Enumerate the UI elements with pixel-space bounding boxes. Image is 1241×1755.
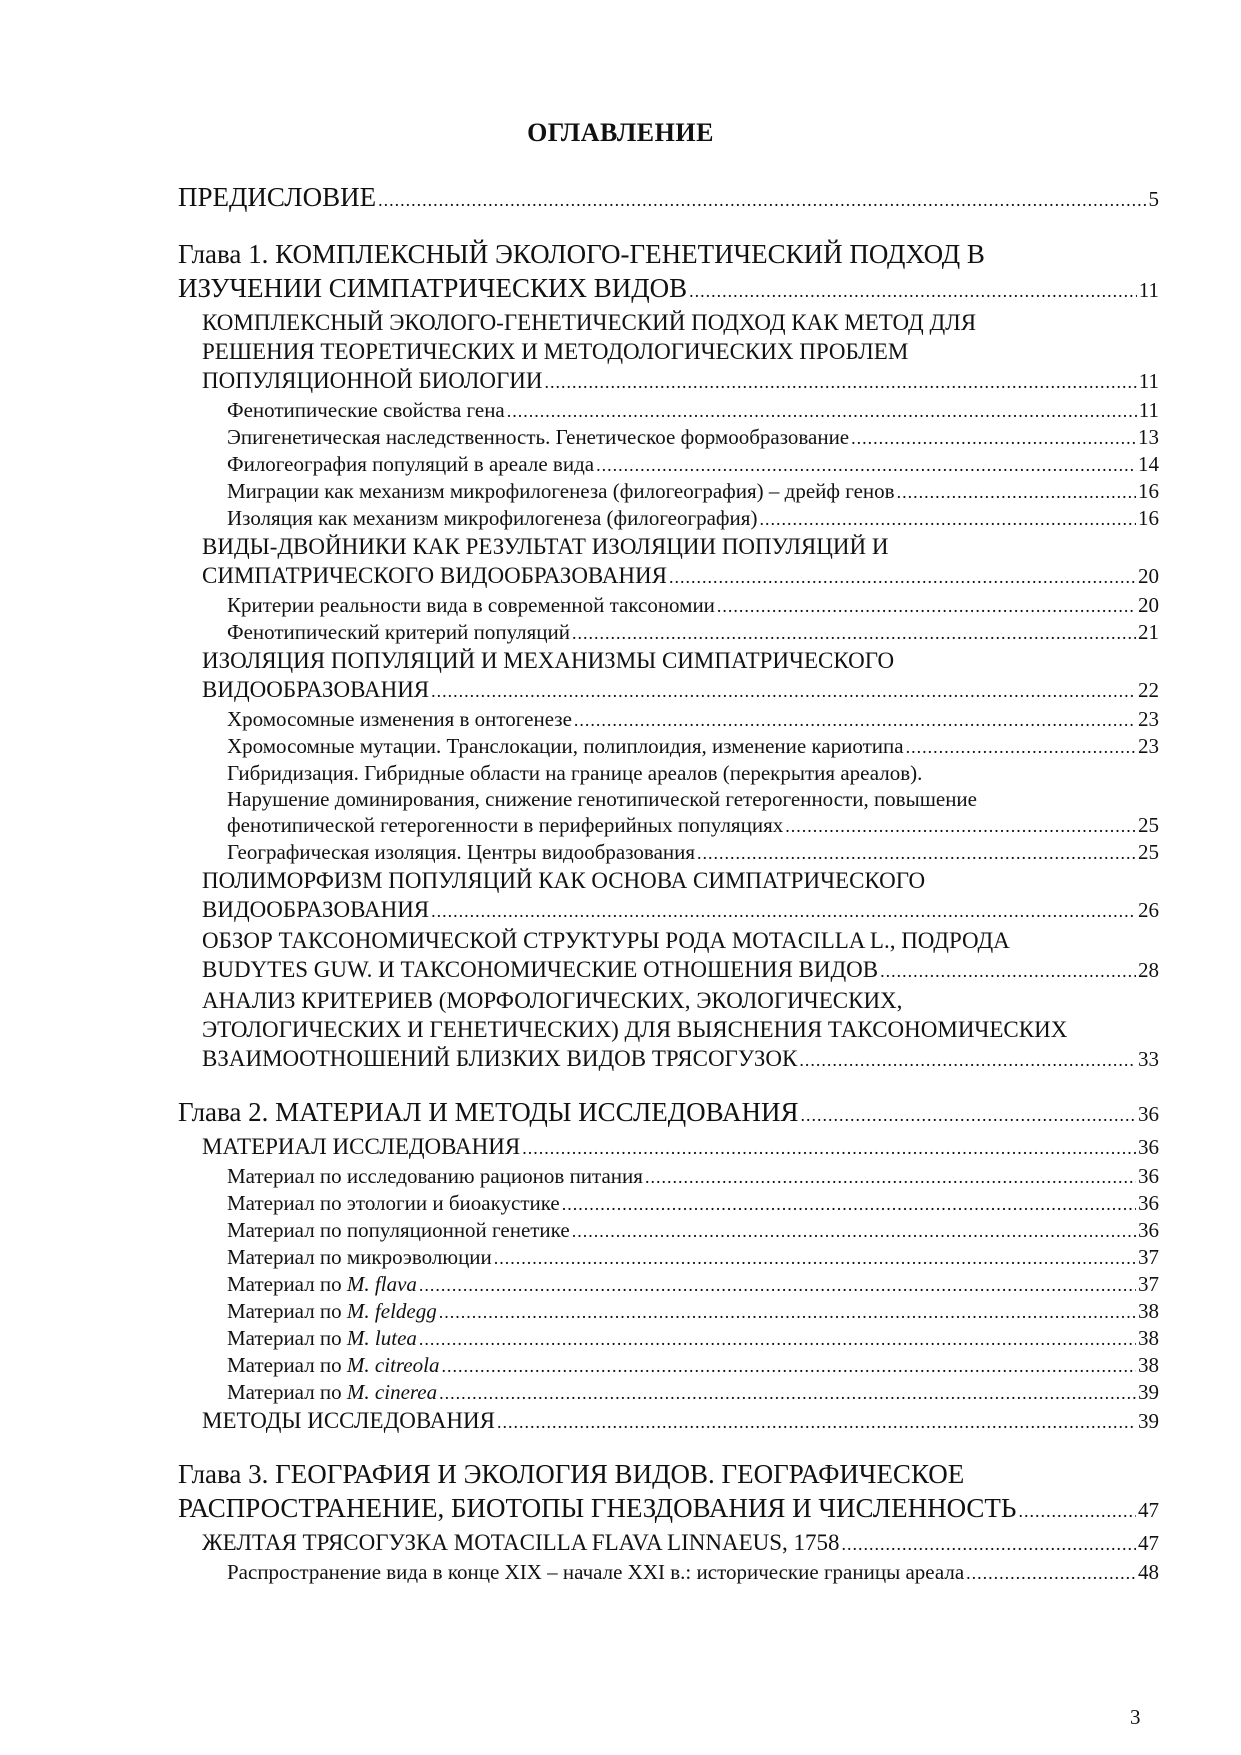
toc-entry-2-1-9[interactable]: Материал по M. cinerea ..... 39 [178,1379,1159,1406]
toc-entry-2-2[interactable]: МЕТОДЫ ИССЛЕДОВАНИЯ ..... 39 [178,1406,1159,1437]
toc-entry-2-1-8[interactable]: Материал по M. citreola ..... 38 [178,1352,1159,1379]
toc-entry-3-1-1[interactable]: Распространение вида в конце XIX – начале XXI в.: исторические границы ареала ..... 48 [178,1559,1159,1586]
toc-entry-1-1[interactable]: КОМПЛЕКСНЫЙ ЭКОЛОГО-ГЕНЕТИЧЕСКИЙ ПОДХОД КАК МЕТОД ДЛЯ РЕШЕНИЯ ТЕОРЕТИЧЕСКИХ И МЕТОДОЛОГИЧЕСКИХ ПРОБЛЕМ ПОПУЛЯЦИОННОЙ БИОЛОГИИ ..... 11 [178,308,1159,397]
toc-entry-chapter-1[interactable]: Глава 1. КОМПЛЕКСНЫЙ ЭКОЛОГО-ГЕНЕТИЧЕСКИЙ ПОДХОД В ИЗУЧЕНИИ СИМПАТРИЧЕСКИХ ВИДОВ ..... 11 [178,237,1159,308]
toc-entry-1-2-2[interactable]: Фенотипический критерий популяций ..... 21 [178,619,1159,646]
toc-entry-2-1-7[interactable]: Материал по M. lutea ..... 38 [178,1325,1159,1352]
toc-entry-1-2[interactable]: ВИДЫ-ДВОЙНИКИ КАК РЕЗУЛЬТАТ ИЗОЛЯЦИИ ПОПУЛЯЦИЙ И СИМПАТРИЧЕСКОГО ВИДООБРАЗОВАНИЯ ..... 20 [178,532,1159,592]
toc-entry-1-1-1[interactable]: Фенотипические свойства гена ..... 11 [178,397,1159,424]
toc-entry-2-1-2[interactable]: Материал по этологии и биоакустике ..... 36 [178,1190,1159,1217]
toc-entry-1-4[interactable]: ПОЛИМОРФИЗМ ПОПУЛЯЦИЙ КАК ОСНОВА СИМПАТРИЧЕСКОГО ВИДООБРАЗОВАНИЯ ..... 26 [178,866,1159,926]
toc-entry-1-3-2[interactable]: Хромосомные мутации. Транслокации, полиплоидия, изменение кариотипа ..... 23 [178,733,1159,760]
toc-entry-1-1-5[interactable]: Изоляция как механизм микрофилогенеза (филогеография) ..... 16 [178,505,1159,532]
toc-entry-1-3[interactable]: ИЗОЛЯЦИЯ ПОПУЛЯЦИЙ И МЕХАНИЗМЫ СИМПАТРИЧЕСКОГО ВИДООБРАЗОВАНИЯ ..... 22 [178,646,1159,706]
page-number: 3 [1130,1705,1141,1729]
toc-entry-chapter-2[interactable]: Глава 2. МАТЕРИАЛ И МЕТОДЫ ИССЛЕДОВАНИЯ ..... 36 [178,1095,1159,1132]
toc-entry-1-5[interactable]: ОБЗОР ТАКСОНОМИЧЕСКОЙ СТРУКТУРЫ РОДА MOTACILLA L., ПОДРОДА BUDYTES GUW. И ТАКСОНОМИЧЕСКИЕ ОТНОШЕНИЯ ВИДОВ ..... 28 [178,926,1159,986]
table-of-contents [178,180,1159,1586]
toc-entry-2-1-6[interactable]: Материал по M. feldegg ..... 38 [178,1298,1159,1325]
toc-entry-1-2-1[interactable]: Критерии реальности вида в современной таксономии ..... 20 [178,592,1159,619]
toc-entry-2-1-5[interactable]: Материал по M. flava ..... 37 [178,1271,1159,1298]
toc-entry-1-3-3[interactable]: Гибридизация. Гибридные области на границе ареалов (перекрытия ареалов). Нарушение доминирования, снижение генотипической гетерогенности, повышение фенотипической гетерогенности в периферийных популяциях ..... 25 [178,760,1159,839]
toc-heading: ОГЛАВЛЕНИЕ [527,118,714,147]
toc-entry-chapter-3[interactable]: Глава 3. ГЕОГРАФИЯ И ЭКОЛОГИЯ ВИДОВ. ГЕОГРАФИЧЕСКОЕ РАСПРОСТРАНЕНИЕ, БИОТОПЫ ГНЕЗДОВАНИЯ И ЧИСЛЕННОСТЬ ..... 47 [178,1457,1159,1528]
toc-entry-2-1[interactable]: МАТЕРИАЛ ИССЛЕДОВАНИЯ ..... 36 [178,1132,1159,1163]
toc-entry-1-1-2[interactable]: Эпигенетическая наследственность. Генетическое формообразование ..... 13 [178,424,1159,451]
toc-entry-2-1-1[interactable]: Материал по исследованию рационов питания ..... 36 [178,1163,1159,1190]
toc-entry-1-1-3[interactable]: Филогеография популяций в ареале вида ..... 14 [178,451,1159,478]
toc-entry-2-1-4[interactable]: Материал по микроэволюции ..... 37 [178,1244,1159,1271]
toc-entry-1-3-4[interactable]: Географическая изоляция. Центры видообразования ..... 25 [178,839,1159,866]
toc-entry-1-3-1[interactable]: Хромосомные изменения в онтогенезе ..... 23 [178,706,1159,733]
toc-entry-1-1-4[interactable]: Миграции как механизм микрофилогенеза (филогеография) – дрейф генов ..... 16 [178,478,1159,505]
toc-entry-2-1-3[interactable]: Материал по популяционной генетике ..... 36 [178,1217,1159,1244]
toc-entry-1-6[interactable]: АНАЛИЗ КРИТЕРИЕВ (МОРФОЛОГИЧЕСКИХ, ЭКОЛОГИЧЕСКИХ, ЭТОЛОГИЧЕСКИХ И ГЕНЕТИЧЕСКИХ) ДЛЯ ВЫЯСНЕНИЯ ТАКСОНОМИЧЕСКИХ ВЗАИМООТНОШЕНИЙ БЛИЗКИХ ВИДОВ ТРЯСОГУЗОК ..... 33 [178,986,1159,1075]
toc-entry-preface[interactable]: ПРЕДИСЛОВИЕ ..... 5 [178,180,1159,217]
toc-entry-3-1[interactable]: ЖЕЛТАЯ ТРЯСОГУЗКА MOTACILLA FLAVA LINNAEUS, 1758 ..... 47 [178,1528,1159,1559]
